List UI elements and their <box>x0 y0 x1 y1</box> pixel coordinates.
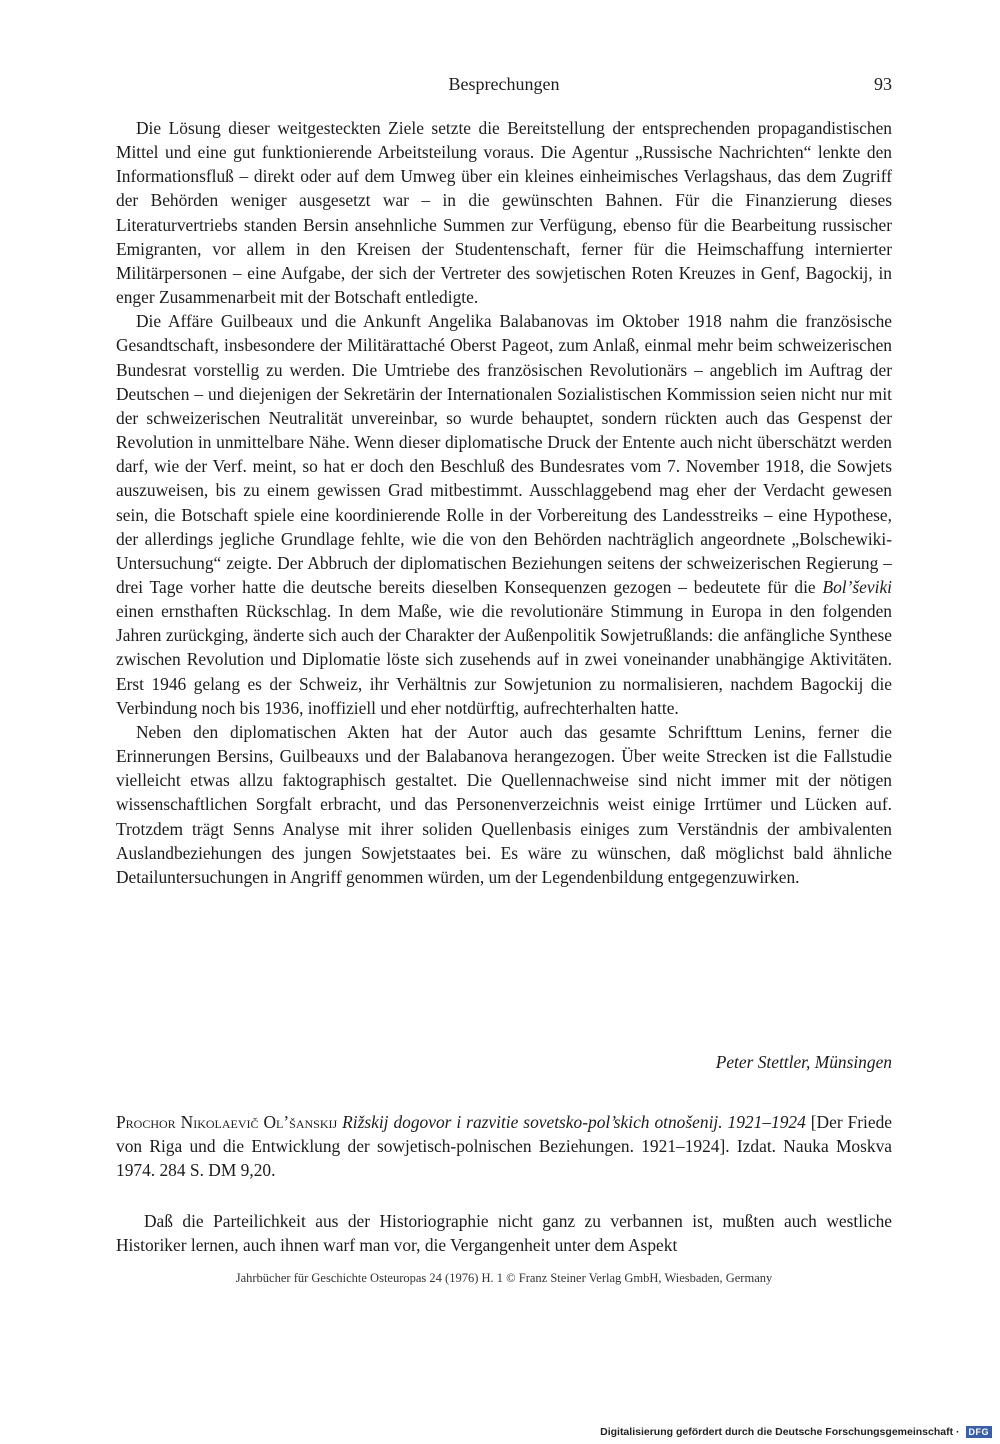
paragraph-2-part-2: einen ernsthaften Rückschlag. In dem Maße, wie die revolutionäre Stimmung in Europa in den folgenden Jahren zurückging, änderte sich auch der Charakter der Außenpolitik Sowjetrußlands: die anfängliche Synthese zwischen Revolution und Diplomatie löste sich zusehends auf in zwei voneinander unabhängige Aktivitäten. Erst 1946 gelang es der Schweiz, ihr Verhältnis zur Sowjetunion zu normalisieren, nachdem Bagockij die Verbindung noch bis 1936, inoffiziell und eher notdürftig, aufrechterhalten hatte. <box>116 601 892 718</box>
paragraph-2-part-1: Die Affäre Guilbeaux und die Ankunft Angelika Balabanovas im Oktober 1918 nahm die französische Gesandtschaft, insbesondere der Militärattaché Oberst Pageot, zum Anlaß, einmal mehr beim schweizerischen Bundesrat vorstellig zu werden. Die Umtriebe des französischen Revolutionärs – angeblich im Auftrag der Deutschen – und diejenigen der Sekretärin der Internationalen Sozialistischen Kommission seien nicht nur mit der schweizerischen Neutralität unvereinbar, so wurde behauptet, sondern rückten auch das Gespenst der Revolution in unmittelbare Nähe. Wenn dieser diplomatische Druck der Entente auch nicht überschätzt werden darf, wie der Verf. meint, so hat er doch den Beschluß des Bundesrates vom 7. November 1918, die Sowjets auszuweisen, bis zu einem gewissen Grad mitbestimmt. Ausschlaggebend mag eher der Verdacht gewesen sein, die Botschaft spiele eine koordinierende Rolle in der Vorbereitung des Landesstreiks – eine Hypothese, der allerdings jegliche Grundlage fehlte, wie die von den Behörden nachträglich angeordnete „Bolschewiki-Untersuchung“ zeigte. Der Abbruch der diplomatischen Beziehungen seitens der schweizerischen Regierung – drei Tage vorher hatte die deutsche bereits dieselben Konsequenzen gezogen – bedeutete für die <box>116 311 892 597</box>
book-bibliographic-details: [Der Friede von Riga und die Entwicklung der sowjetisch-polnischen Beziehungen. 1921–1924]. Izdat. Nauka Moskva 1974. 284 S. DM 9,20. <box>116 1112 892 1181</box>
new-review-body <box>116 1209 892 1257</box>
new-review-opening-paragraph: Daß die Parteilichkeit aus der Historiographie nicht ganz zu verbannen ist, mußten auch westliche Historiker lernen, auch ihnen warf man vor, die Vergangenheit unter dem Aspekt <box>116 1211 892 1256</box>
new-review-heading <box>116 1110 892 1182</box>
paragraph-3: Neben den diplomatischen Akten hat der Autor auch das gesamte Schrifttum Lenins, ferner die Erinnerungen Bersins, Guilbeauxs und der Balabanova herangezogen. Über weite Strecken ist die Fallstudie vielleicht etwas allzu faktographisch gestaltet. Die Quellennachweise sind nicht immer mit der nötigen wissenschaftlichen Sorgfalt erbracht, und das Personenverzeichnis weist einige Irrtümer und Lücken auf. Trotzdem trägt Senns Analyse mit ihrer soliden Quellenbasis einiges zum Verständnis der ambivalenten Auslandbeziehungen des jungen Sowjetstaates bei. Es wäre zu wünschen, daß möglichst bald ähnliche Detailuntersuchungen in Angriff genommen würden, um der Legendenbildung entgegenzuwirken. <box>116 721 892 887</box>
digitization-notice <box>600 1424 992 1440</box>
running-head-title: Besprechungen <box>448 74 560 94</box>
dfg-logo: DFG <box>966 1426 993 1438</box>
digitization-notice-text: Digitalisierung gefördert durch die Deutsche Forschungsgemeinschaft · <box>600 1426 960 1438</box>
paragraph-1: Die Lösung dieser weitgesteckten Ziele setzte die Bereitstellung der entsprechenden propagandistischen Mittel und eine gut funktionierende Arbeitsteilung voraus. Die Agentur „Russische Nachrichten“ lenkte den Informationsfluß – direkt oder auf dem Umweg über ein kleines einheimisches Verlagshaus, das dem Zugriff der Behörden weniger ausgesetzt war – in die gewünschten Bahnen. Für die Finanzierung dieses Literaturvertriebs standen Bersin ansehnliche Summen zur Verfügung, ebenso für die Bearbeitung russischer Emigranten, vor allem in den Kreisen der Studentenschaft, ferner für die Heimschaffung internierter Militärpersonen – eine Aufgabe, der sich der Vertreter des sowjetischen Roten Kreuzes in Genf, Bagockij, in enger Zusammenarbeit mit der Botschaft entledigte. <box>116 118 892 308</box>
reviewer-signature: Peter Stettler, Münsingen <box>715 1052 892 1072</box>
page-number: 93 <box>874 74 892 94</box>
journal-footer: Jahrbücher für Geschichte Osteuropas 24 (1976) H. 1 © Franz Steiner Verlag GmbH, Wiesbaden, Germany <box>235 1271 773 1285</box>
review-body-text <box>116 116 892 889</box>
paragraph-2 <box>116 309 892 720</box>
running-head <box>116 74 892 102</box>
book-title: Rižskij dogovor i razvitie sovetsko-pol’skich otnošenij. 1921–1924 <box>342 1112 806 1132</box>
book-author: Prochor Nikolaevič Ol’šanskij <box>116 1112 338 1132</box>
paragraph-2-italic-term: Bol’ševiki <box>822 576 892 597</box>
